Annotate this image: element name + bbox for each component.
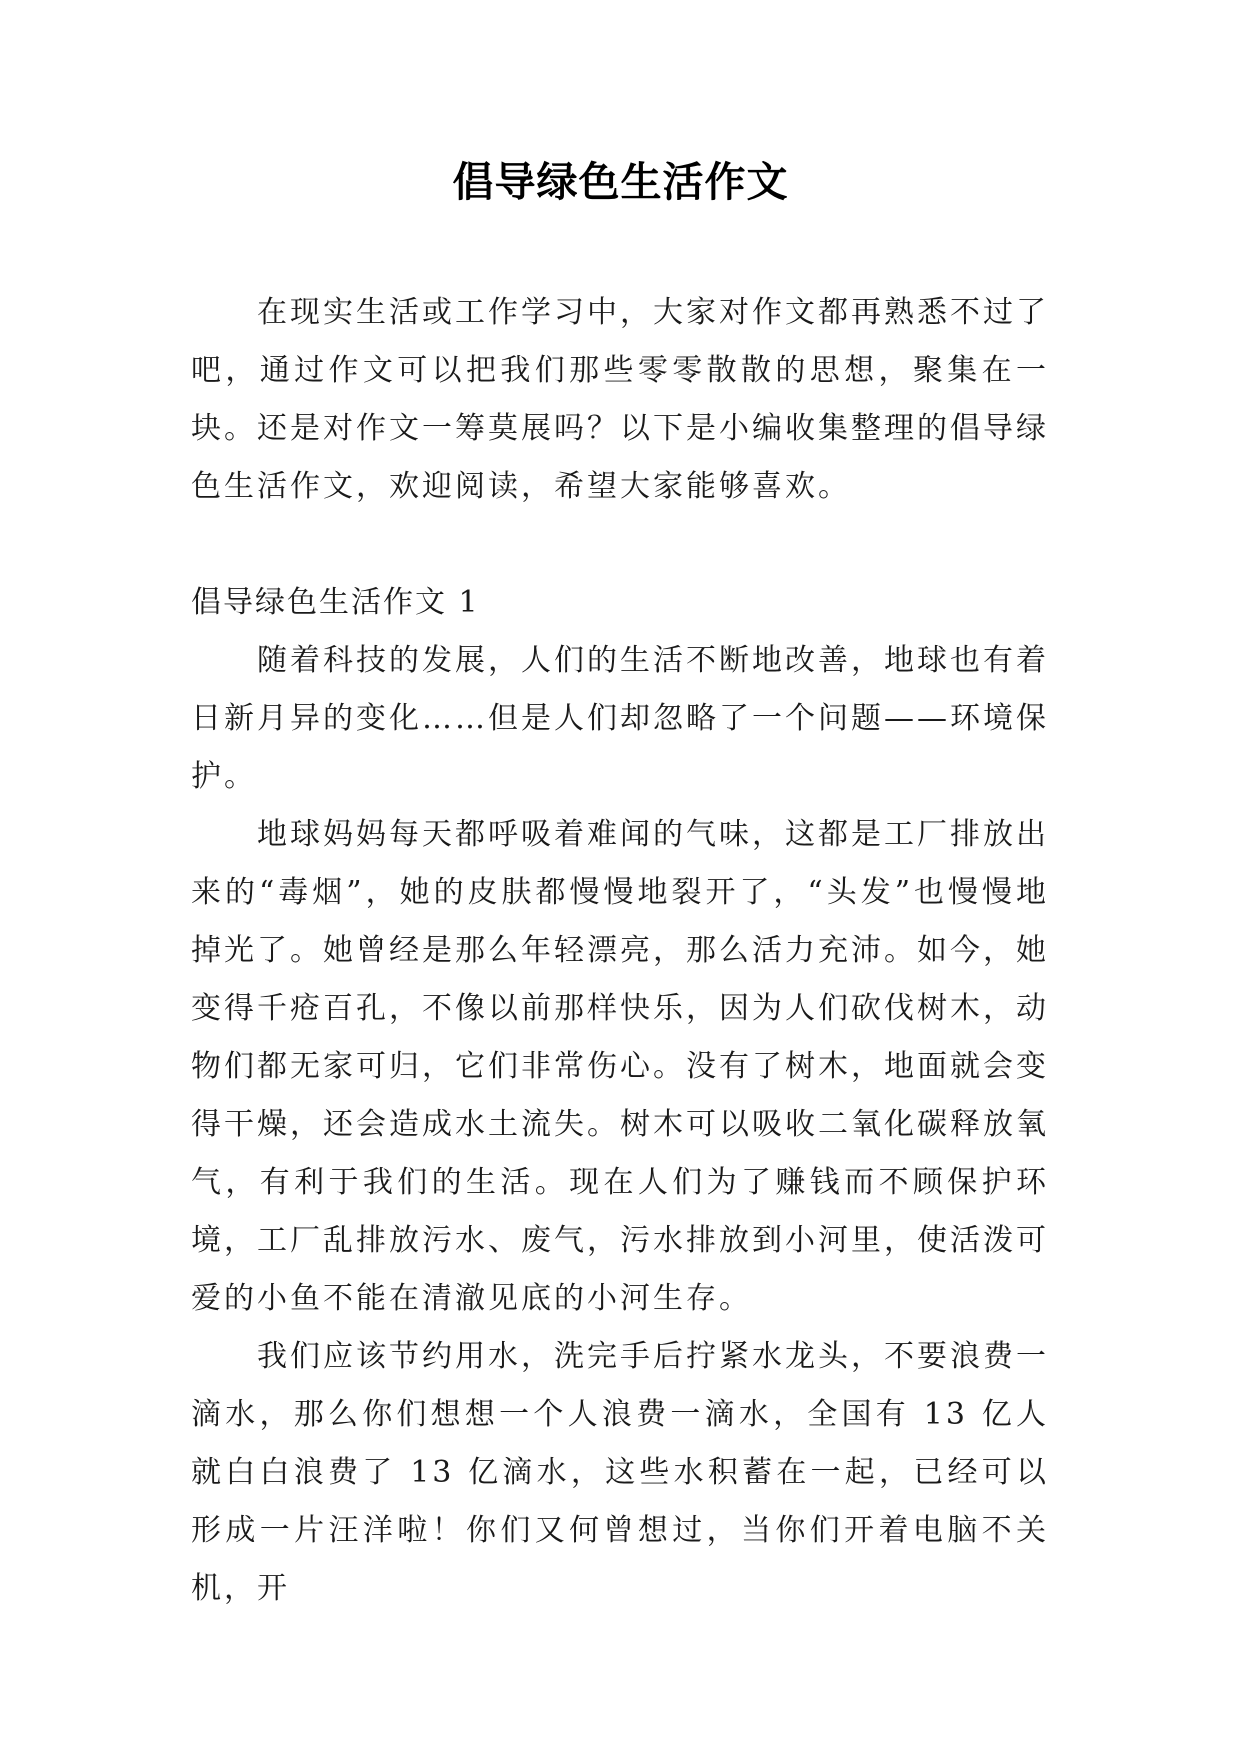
document-body: [191, 284, 1049, 1618]
document-title: 倡导绿色生活作文: [452, 158, 789, 206]
body-paragraph: 我们应该节约用水，洗完手后拧紧水龙头，不要浪费一滴水，那么你们想想一个人浪费一滴水，全国有 13 亿人就白白浪费了 13 亿滴水，这些水积蓄在一起，已经可以形成一片汪洋啦！你们又何曾想过，当你们开着电脑不关机，开: [191, 1339, 1049, 1606]
body-paragraph: 随着科技的发展，人们的生活不断地改善，地球也有着日新月异的变化……但是人们却忽略了一个问题——环境保护。: [191, 643, 1049, 794]
intro-paragraph: 在现实生活或工作学习中，大家对作文都再熟悉不过了吧，通过作文可以把我们那些零零散散的思想，聚集在一块。还是对作文一筹莫展吗？以下是小编收集整理的倡导绿色生活作文，欢迎阅读，希望大家能够喜欢。: [191, 295, 1049, 504]
body-paragraph: 地球妈妈每天都呼吸着难闻的气味，这都是工厂排放出来的“毒烟”，她的皮肤都慢慢地裂开了，“头发”也慢慢地掉光了。她曾经是那么年轻漂亮，那么活力充沛。如今，她变得千疮百孔，不像以前那样快乐，因为人们砍伐树木，动物们都无家可归，它们非常伤心。没有了树木，地面就会变得干燥，还会造成水土流失。树木可以吸收二氧化碳释放氧气，有利于我们的生活。现在人们为了赚钱而不顾保护环境，工厂乱排放污水、废气，污水排放到小河里，使活泼可爱的小鱼不能在清澈见底的小河生存。: [191, 817, 1049, 1316]
section-heading: 倡导绿色生活作文 1: [191, 585, 480, 620]
